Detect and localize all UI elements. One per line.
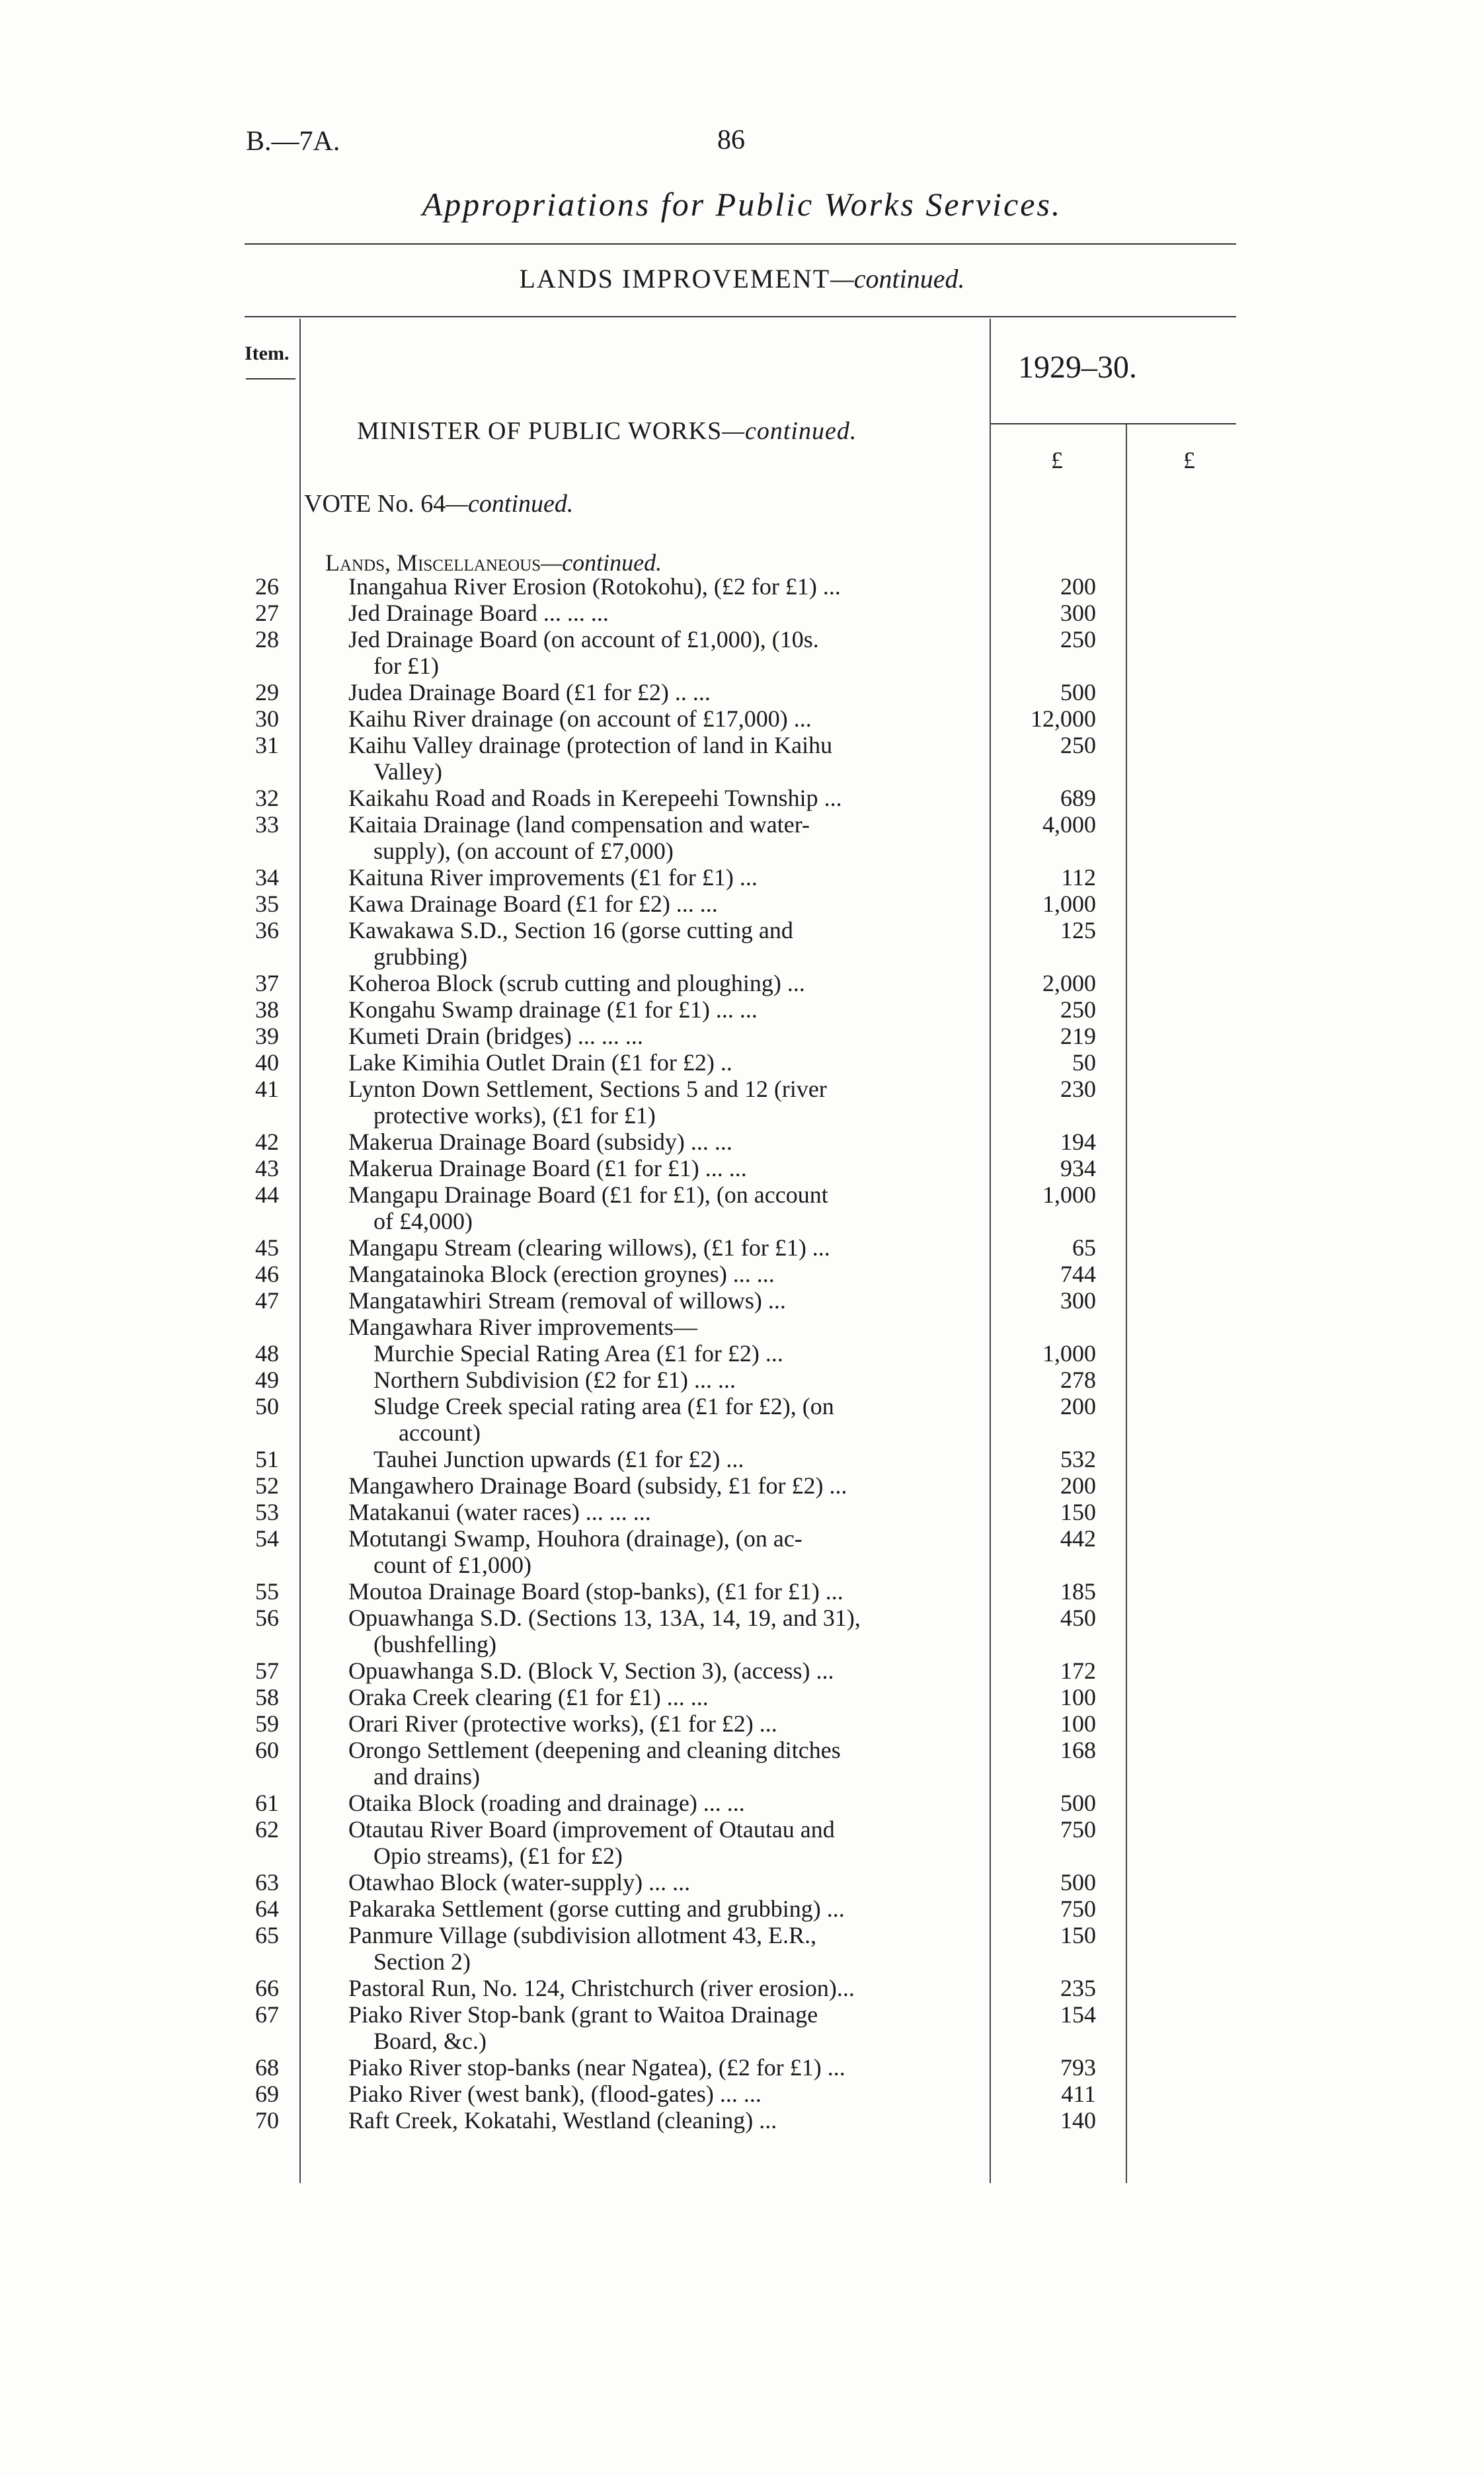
- item-amount: 200: [1060, 573, 1096, 600]
- description-line: Jed Drainage Board (on account of £1,000), (10s.: [348, 626, 819, 653]
- table-row: [0, 1710, 1484, 1737]
- item-amount: 793: [1060, 2054, 1096, 2081]
- minister-name: MINISTER OF PUBLIC WORKS: [357, 417, 722, 445]
- item-description: [348, 1525, 965, 1578]
- item-description: [348, 2054, 965, 2081]
- item-number: 64: [255, 1896, 279, 1922]
- item-amount: 100: [1060, 1684, 1096, 1710]
- item-number: 60: [255, 1737, 279, 1763]
- description-line: Kawakawa S.D., Section 16 (gorse cutting and: [348, 917, 793, 943]
- item-description: [373, 1367, 965, 1393]
- table-row: [0, 2054, 1484, 2081]
- item-amount: 140: [1060, 2107, 1096, 2134]
- section-heading: [0, 263, 1484, 294]
- item-amount: 2,000: [1042, 970, 1096, 996]
- item-number: 48: [255, 1340, 279, 1367]
- item-number: 66: [255, 1975, 279, 2001]
- item-description: [348, 2081, 965, 2107]
- table-row: [0, 1605, 1484, 1657]
- item-description: [348, 2001, 965, 2054]
- item-amount: 168: [1060, 1737, 1096, 1763]
- item-number: 31: [255, 732, 279, 758]
- item-amount: 12,000: [1031, 705, 1096, 732]
- table-row: [0, 1155, 1484, 1181]
- table-row: [0, 705, 1484, 732]
- item-number: 53: [255, 1499, 279, 1525]
- table-row: [0, 1896, 1484, 1922]
- table-row: [0, 1684, 1484, 1710]
- description-line: Opio streams), (£1 for £2): [373, 1843, 623, 1869]
- item-amount: 150: [1060, 1499, 1096, 1525]
- table-row: [0, 1446, 1484, 1472]
- description-line: Kaituna River improvements (£1 for £1) ...: [348, 864, 758, 891]
- item-number: 51: [255, 1446, 279, 1472]
- page-title: Appropriations for Public Works Services.: [422, 186, 1062, 223]
- table-row: [0, 2001, 1484, 2054]
- description-line: Makerua Drainage Board (subsidy) ... ...: [348, 1129, 732, 1155]
- item-amount: 532: [1060, 1446, 1096, 1472]
- item-number: 57: [255, 1657, 279, 1684]
- item-number: 49: [255, 1367, 279, 1393]
- item-number: 37: [255, 970, 279, 996]
- item-description: [348, 1684, 965, 1710]
- item-amount: 500: [1060, 679, 1096, 705]
- table-row: [0, 1816, 1484, 1869]
- description-line: Tauhei Junction upwards (£1 for £2) ...: [373, 1446, 744, 1472]
- table-row: [0, 1393, 1484, 1446]
- item-description: [348, 1737, 965, 1790]
- item-description: [348, 917, 965, 970]
- item-number: 58: [255, 1684, 279, 1710]
- item-amount: 219: [1060, 1023, 1096, 1049]
- item-description: [348, 811, 965, 864]
- item-description: [348, 1896, 965, 1922]
- vote-heading: [304, 489, 573, 518]
- item-description: [348, 891, 965, 917]
- description-line: Motutangi Swamp, Houhora (drainage), (on ac-: [348, 1525, 802, 1552]
- item-description: [348, 1049, 965, 1076]
- description-line: Lake Kimihia Outlet Drain (£1 for £2) ..: [348, 1049, 732, 1076]
- item-amount: 250: [1060, 996, 1096, 1023]
- item-number: 70: [255, 2107, 279, 2134]
- table-top-rule: [245, 316, 1236, 317]
- item-description: [348, 1076, 965, 1129]
- item-number: 46: [255, 1261, 279, 1287]
- description-line: Inangahua River Erosion (Rotokohu), (£2 for £1) ...: [348, 573, 841, 600]
- item-description: [348, 1922, 965, 1975]
- description-line: Otaika Block (roading and drainage) ... ...: [348, 1790, 745, 1816]
- item-description: [348, 1869, 965, 1896]
- description-line: and drains): [373, 1763, 480, 1790]
- item-number: 63: [255, 1869, 279, 1896]
- item-amount: 411: [1061, 2081, 1096, 2107]
- table-row: [0, 1234, 1484, 1261]
- item-description: [373, 1393, 965, 1446]
- description-line: Kaikahu Road and Roads in Kerepeehi Township ...: [348, 785, 842, 811]
- item-number: 47: [255, 1287, 279, 1314]
- document-reference: B.—7A.: [246, 126, 340, 157]
- description-line: protective works), (£1 for £1): [373, 1102, 656, 1129]
- item-number: 39: [255, 1023, 279, 1049]
- item-description: [348, 785, 965, 811]
- table-row: [0, 864, 1484, 891]
- table-row: [0, 679, 1484, 705]
- description-line: Matakanui (water races) ... ... ...: [348, 1499, 651, 1525]
- item-number: 56: [255, 1605, 279, 1631]
- item-amount: 744: [1060, 1261, 1096, 1287]
- description-line: (bushfelling): [373, 1631, 496, 1657]
- item-amount: 278: [1060, 1367, 1096, 1393]
- item-amount: 1,000: [1042, 1340, 1096, 1367]
- item-description: [348, 996, 965, 1023]
- item-amount: 235: [1060, 1975, 1096, 2001]
- item-amount: 1,000: [1042, 1181, 1096, 1208]
- description-line: Kaihu Valley drainage (protection of land in Kaihu: [348, 732, 833, 758]
- item-amount: 934: [1060, 1155, 1096, 1181]
- description-line: Mangapu Drainage Board (£1 for £1), (on account: [348, 1181, 828, 1208]
- item-description: [348, 1499, 965, 1525]
- description-line: Piako River stop-banks (near Ngatea), (£2 for £1) ...: [348, 2054, 845, 2081]
- table-row: [0, 1261, 1484, 1287]
- item-description: [373, 1340, 965, 1367]
- item-number: 26: [255, 573, 279, 600]
- description-line: of £4,000): [373, 1208, 473, 1234]
- item-number: 35: [255, 891, 279, 917]
- item-description: [348, 1234, 965, 1261]
- item-amount: 442: [1060, 1525, 1096, 1552]
- item-description: [348, 970, 965, 996]
- item-number: 54: [255, 1525, 279, 1552]
- currency-header-2: £: [1183, 447, 1195, 473]
- item-description: [348, 1287, 965, 1314]
- description-line: Kawa Drainage Board (£1 for £2) ... ...: [348, 891, 718, 917]
- item-number: 28: [255, 626, 279, 653]
- description-line: Pakaraka Settlement (gorse cutting and grubbing) ...: [348, 1896, 845, 1922]
- year-header-rule: [990, 423, 1236, 424]
- item-description: [348, 1181, 965, 1234]
- description-line: Northern Subdivision (£2 for £1) ... ...: [373, 1367, 736, 1393]
- description-line: Panmure Village (subdivision allotment 43, E.R.,: [348, 1922, 817, 1948]
- description-line: account): [399, 1419, 481, 1446]
- description-line: Valley): [373, 758, 442, 785]
- table-row: [0, 732, 1484, 785]
- table-row: [0, 573, 1484, 600]
- table-row: [0, 891, 1484, 917]
- item-amount: 1,000: [1042, 891, 1096, 917]
- description-line: Sludge Creek special rating area (£1 for £2), (on: [373, 1393, 834, 1419]
- table-row: [0, 626, 1484, 679]
- table-subheading-row: [0, 1314, 1484, 1340]
- item-number: 68: [255, 2054, 279, 2081]
- table-row: [0, 1869, 1484, 1896]
- description-line: Otawhao Block (water-supply) ... ...: [348, 1869, 691, 1896]
- item-number: 55: [255, 1578, 279, 1605]
- item-description: [348, 1155, 965, 1181]
- item-description: [348, 1605, 965, 1657]
- description-line: Orari River (protective works), (£1 for £2) ...: [348, 1710, 777, 1737]
- item-description: [348, 864, 965, 891]
- item-amount: 154: [1060, 2001, 1096, 2028]
- item-description: [348, 705, 965, 732]
- description-line: for £1): [373, 653, 439, 679]
- table-row: [0, 996, 1484, 1023]
- item-amount: 150: [1060, 1922, 1096, 1948]
- item-number: 27: [255, 600, 279, 626]
- item-description: [348, 600, 965, 626]
- item-amount: 4,000: [1042, 811, 1096, 838]
- description-line: Raft Creek, Kokatahi, Westland (cleaning) ...: [348, 2107, 777, 2134]
- item-description: [348, 626, 965, 679]
- description-line: Lynton Down Settlement, Sections 5 and 12 (river: [348, 1076, 827, 1102]
- year-column-header: 1929–30.: [1018, 350, 1137, 385]
- item-number: 40: [255, 1049, 279, 1076]
- item-number: 44: [255, 1181, 279, 1208]
- item-number: 45: [255, 1234, 279, 1261]
- table-row: [0, 600, 1484, 626]
- description-line: Mangatainoka Block (erection groynes) ... ...: [348, 1261, 775, 1287]
- item-number: 29: [255, 679, 279, 705]
- item-amount: 300: [1060, 1287, 1096, 1314]
- item-column-header: Item.: [245, 342, 290, 364]
- item-amount: 100: [1060, 1710, 1096, 1737]
- item-number: 38: [255, 996, 279, 1023]
- item-amount: 125: [1060, 917, 1096, 943]
- item-amount: 172: [1060, 1657, 1096, 1684]
- item-number: 33: [255, 811, 279, 838]
- table-row: [0, 811, 1484, 864]
- page-number: 86: [717, 125, 745, 155]
- item-description: [348, 2107, 965, 2134]
- description-line: Koheroa Block (scrub cutting and ploughing) ...: [348, 970, 805, 996]
- item-description: [373, 1446, 965, 1472]
- item-amount: 65: [1072, 1234, 1096, 1261]
- item-description: [348, 732, 965, 785]
- description-line: Section 2): [373, 1948, 471, 1975]
- description-line: Jed Drainage Board ... ... ...: [348, 600, 609, 626]
- table-row: [0, 1181, 1484, 1234]
- description-line: Pastoral Run, No. 124, Christchurch (river erosion)...: [348, 1975, 855, 2001]
- title-rule: [245, 243, 1236, 245]
- table-row: [0, 917, 1484, 970]
- item-number: 41: [255, 1076, 279, 1102]
- category-suffix: —continued.: [541, 549, 662, 576]
- table-row: [0, 1076, 1484, 1129]
- table-row: [0, 2081, 1484, 2107]
- minister-suffix: —continued.: [722, 417, 857, 445]
- item-amount: 750: [1060, 1816, 1096, 1843]
- vote-name: VOTE No. 64: [304, 490, 446, 518]
- description-line: Moutoa Drainage Board (stop-banks), (£1 for £1) ...: [348, 1578, 843, 1605]
- item-amount: 689: [1060, 785, 1096, 811]
- description-line: Piako River (west bank), (flood-gates) ... ...: [348, 2081, 762, 2107]
- table-row: [0, 1657, 1484, 1684]
- table-row: [0, 1975, 1484, 2001]
- table-row: [0, 1922, 1484, 1975]
- item-amount: 230: [1060, 1076, 1096, 1102]
- item-number: 61: [255, 1790, 279, 1816]
- description-line: Kaihu River drainage (on account of £17,000) ...: [348, 705, 812, 732]
- description-line: Kaitaia Drainage (land compensation and water-: [348, 811, 810, 838]
- item-amount: 250: [1060, 626, 1096, 653]
- table-row: [0, 1367, 1484, 1393]
- item-number: 67: [255, 2001, 279, 2028]
- item-amount: 750: [1060, 1896, 1096, 1922]
- description-line: Mangatawhiri Stream (removal of willows) ...: [348, 1287, 786, 1314]
- category-heading: [325, 549, 662, 577]
- item-amount: 200: [1060, 1472, 1096, 1499]
- section-name: LANDS IMPROVEMENT: [519, 264, 831, 294]
- item-description: [348, 679, 965, 705]
- item-amount: 185: [1060, 1578, 1096, 1605]
- item-amount: 500: [1060, 1869, 1096, 1896]
- item-description: [348, 1578, 965, 1605]
- currency-header-1: £: [1051, 447, 1063, 473]
- item-amount: 300: [1060, 600, 1096, 626]
- item-number: 36: [255, 917, 279, 943]
- description-line: Mangawhero Drainage Board (subsidy, £1 for £2) ...: [348, 1472, 847, 1499]
- item-number: 59: [255, 1710, 279, 1737]
- table-row: [0, 1023, 1484, 1049]
- item-amount: 250: [1060, 732, 1096, 758]
- table-row: [0, 1287, 1484, 1314]
- item-amount: 112: [1061, 864, 1096, 891]
- item-description: [348, 1816, 965, 1869]
- table-row: [0, 1472, 1484, 1499]
- table-row: [0, 1340, 1484, 1367]
- item-description: [348, 1472, 965, 1499]
- table-row: [0, 2107, 1484, 2134]
- item-amount: 194: [1060, 1129, 1096, 1155]
- vote-suffix: —continued.: [446, 490, 574, 518]
- item-number: 43: [255, 1155, 279, 1181]
- item-number: 69: [255, 2081, 279, 2107]
- item-amount: 50: [1072, 1049, 1096, 1076]
- description-line: Otautau River Board (improvement of Otautau and: [348, 1816, 835, 1843]
- item-amount: 200: [1060, 1393, 1096, 1419]
- description-line: Orongo Settlement (deepening and cleaning ditches: [348, 1737, 841, 1763]
- appropriation-rows: [0, 573, 1484, 2134]
- table-row: [0, 1499, 1484, 1525]
- description-line: Mangawhara River improvements—: [348, 1314, 697, 1340]
- item-number: 34: [255, 864, 279, 891]
- description-line: Board, &c.): [373, 2028, 487, 2054]
- item-description: [348, 1261, 965, 1287]
- description-line: Oraka Creek clearing (£1 for £1) ... ...: [348, 1684, 709, 1710]
- table-row: [0, 1578, 1484, 1605]
- section-suffix: —continued.: [830, 264, 965, 294]
- description-line: Mangapu Stream (clearing willows), (£1 for £1) ...: [348, 1234, 830, 1261]
- description-line: Opuawhanga S.D. (Sections 13, 13A, 14, 19, and 31),: [348, 1605, 861, 1631]
- item-description: [348, 1975, 965, 2001]
- table-row: [0, 785, 1484, 811]
- description-line: grubbing): [373, 943, 467, 970]
- item-header-underline: [246, 378, 295, 379]
- table-row: [0, 1049, 1484, 1076]
- item-amount: 450: [1060, 1605, 1096, 1631]
- table-row: [0, 970, 1484, 996]
- description-line: Piako River Stop-bank (grant to Waitoa Drainage: [348, 2001, 818, 2028]
- item-number: 50: [255, 1393, 279, 1419]
- item-amount: 500: [1060, 1790, 1096, 1816]
- description-line: count of £1,000): [373, 1552, 531, 1578]
- description-line: Opuawhanga S.D. (Block V, Section 3), (access) ...: [348, 1657, 834, 1684]
- item-number: 30: [255, 705, 279, 732]
- item-description: [348, 1790, 965, 1816]
- category-name: Lands, Miscellaneous: [325, 549, 541, 576]
- description-line: Makerua Drainage Board (£1 for £1) ... ...: [348, 1155, 747, 1181]
- item-description: [348, 1710, 965, 1737]
- description-line: supply), (on account of £7,000): [373, 838, 674, 864]
- table-row: [0, 1790, 1484, 1816]
- minister-heading: [357, 417, 857, 446]
- item-description: [348, 1023, 965, 1049]
- table-row: [0, 1525, 1484, 1578]
- table-row: [0, 1129, 1484, 1155]
- table-row: [0, 1737, 1484, 1790]
- description-line: Judea Drainage Board (£1 for £2) .. ...: [348, 679, 711, 705]
- item-number: 32: [255, 785, 279, 811]
- item-number: 52: [255, 1472, 279, 1499]
- item-number: 42: [255, 1129, 279, 1155]
- description-line: Kumeti Drain (bridges) ... ... ...: [348, 1023, 643, 1049]
- item-description: [348, 573, 965, 600]
- item-number: 62: [255, 1816, 279, 1843]
- item-description: [348, 1314, 965, 1340]
- item-description: [348, 1129, 965, 1155]
- description-line: Kongahu Swamp drainage (£1 for £1) ... ...: [348, 996, 758, 1023]
- description-line: Murchie Special Rating Area (£1 for £2) ...: [373, 1340, 783, 1367]
- item-description: [348, 1657, 965, 1684]
- item-number: 65: [255, 1922, 279, 1948]
